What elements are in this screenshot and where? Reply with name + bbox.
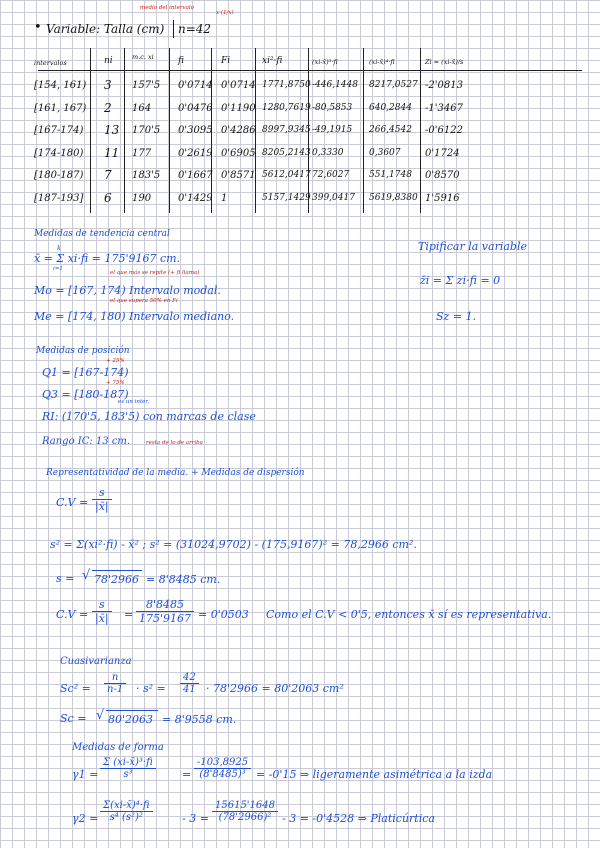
table-header-rule (38, 70, 582, 71)
table-row (28, 191, 582, 211)
header-cubed-dev: (xi-x̄)³·fi (312, 58, 338, 66)
table-cell: 0'4286 (221, 125, 256, 136)
cv-equals: = (124, 608, 134, 621)
table-cell: -2'0813 (425, 80, 463, 91)
g2-label: γ2 = (72, 812, 99, 825)
header-divider (173, 20, 174, 38)
table-cell: 399,0417 (312, 192, 355, 203)
table-cell: -1'3467 (425, 102, 463, 114)
table-cell: [180-187) (34, 170, 84, 181)
q1-red-note: + 25% (106, 358, 125, 364)
table-cell: 3 (104, 78, 112, 92)
table-cell: 13 (104, 123, 120, 137)
cv-def-den: |x̄| (95, 500, 109, 513)
table-cell: 7 (104, 168, 112, 182)
table-cell: 0'8570 (425, 170, 460, 181)
sc2-41: 41 (183, 684, 196, 695)
section-title-forma: Medidas de forma (72, 742, 164, 753)
cv-den-1: |x̄| (95, 612, 109, 625)
table-cell: 72,6027 (312, 170, 350, 180)
header-zi: Zi = (xi-x̄)/s (425, 58, 464, 66)
table-cell: [154, 161) (34, 80, 87, 91)
table-cell: 177 (132, 147, 152, 159)
table-cell: 170'5 (132, 125, 161, 136)
mode-red-note: el que más se repite (+ fi llama) (110, 270, 200, 276)
header-class-mark: m.c. xi (132, 53, 154, 61)
table-row (28, 101, 582, 121)
table-row (28, 123, 582, 143)
table-cell: 190 (132, 192, 152, 204)
table-cell: 640,2844 (369, 102, 412, 113)
table-cell: 0'8571 (221, 170, 256, 181)
median-line: Me = [174, 180) Intervalo mediano. (34, 310, 235, 323)
sc2-fraction-n (104, 672, 126, 695)
cv-den-2: 175'9167 (139, 612, 192, 625)
table-cell: 1'5916 (425, 192, 460, 204)
g1-label: γ1 = (72, 768, 99, 781)
header-Fi: Fi (221, 56, 231, 66)
g2-num-2: 15615'1648 (212, 800, 278, 812)
g1-num-2: -103,8925 (194, 757, 251, 769)
rango-line: Rango IC: 13 cm. (42, 436, 131, 447)
table-cell: 8217,0527 (369, 80, 418, 90)
section-title-posicion: Medidas de posición (36, 346, 130, 356)
sc2-result: · 78'2966 = 80'2063 cm² (206, 682, 344, 695)
std-result: = 8'8485 cm. (146, 573, 221, 586)
header-xi2fi: xi²·fi (262, 56, 283, 66)
table-cell: 0'1429 (178, 192, 213, 204)
table-cell: 0,3330 (312, 147, 344, 158)
std-radicand: 78'2966 (94, 573, 140, 586)
cv-label: C.V = (56, 608, 89, 621)
table-cell: 0,3607 (369, 147, 401, 158)
cv-def-fraction (92, 486, 112, 513)
g2-fraction-2 (212, 800, 278, 823)
table-cell: 157'5 (132, 80, 161, 91)
red-note-inverse: x·(1/x) (216, 10, 234, 16)
g1-result: = -0'15 ⇒ ligeramente asimétrica a la izda (256, 768, 493, 781)
table-cell: 183'5 (132, 170, 161, 181)
std-label: s = (56, 572, 75, 585)
sc2-middle: · s² = (136, 682, 166, 695)
g1-equals: = (182, 768, 192, 781)
section-title-tipificar: Tipificar la variable (418, 240, 527, 253)
section-title-cuasivarianza: Cuasivarianza (60, 656, 132, 667)
table-cell: 0'1667 (178, 170, 213, 181)
g2-num: Σ(xi-x̄)⁴·fi (100, 800, 153, 812)
table-cell: 2 (104, 100, 112, 115)
table-cell: [174-180) (34, 147, 84, 159)
section-title-tendencia: Medidas de tendencia central (34, 229, 170, 239)
sc2-fraction-42 (180, 672, 199, 695)
table-row (28, 168, 582, 188)
cv-fraction-1 (92, 598, 112, 625)
table-cell: -446,1448 (312, 80, 358, 90)
cv-fraction-2 (136, 598, 194, 625)
table-cell: [167-174) (34, 125, 84, 136)
table-row (28, 78, 582, 98)
header-bullet: • (34, 20, 42, 35)
cv-def-label: C.V = (56, 496, 89, 509)
table-cell: 0'1190 (221, 102, 256, 114)
sc2-label: Sc² = (60, 682, 91, 695)
cv-num-2: 8'8485 (136, 598, 194, 612)
sample-size: n=42 (178, 22, 212, 36)
table-cell: [161, 167) (34, 102, 87, 114)
table-cell: 0'6905 (221, 147, 256, 159)
mode-line: Mo = [167, 174) Intervalo modal. (34, 284, 221, 297)
mean-sum-top: k (57, 244, 61, 252)
table-cell: 1 (221, 192, 228, 204)
table-cell: 8205,2143 (262, 147, 311, 158)
sc-result: = 8'9558 cm. (162, 713, 237, 726)
sc-radicand: 80'2063 (108, 713, 154, 726)
header-intervals: intervalos (34, 59, 67, 67)
sc2-n: n (104, 672, 126, 684)
g1-den-2: (8'8485)³ (199, 769, 246, 780)
sc-label: Sc = (60, 712, 87, 725)
mean-formula: x̄ = Σ xi·fi = 175'9167 cm. (34, 252, 181, 265)
q1-line: Q1 = [167-174) (42, 366, 129, 379)
table-cell: 551,1748 (369, 170, 412, 180)
table-cell: 164 (132, 102, 152, 114)
table-cell: 5157,1429 (262, 192, 311, 203)
table-cell: 5619,8380 (369, 192, 418, 203)
g1-fraction-2 (194, 757, 251, 780)
sc2-42: 42 (180, 672, 199, 684)
red-note-midpoint: medio del intervalo (140, 5, 194, 11)
cv-result: = 0'0503 (198, 608, 249, 621)
q3-line: Q3 = [180-187) (42, 388, 129, 401)
g2-den-2: (78'2966)² (218, 812, 272, 823)
variance-line: s² = Σ(xi²·fi) - x̄² ; s² = (31024,9702) - (175,9167)² = 78,2966 cm². (50, 538, 417, 551)
median-red-note: el que supera 50% en Fi (110, 298, 178, 304)
table-cell: 6 (104, 190, 112, 205)
header-fourth-dev: (xi-x̄)⁴·fi (369, 58, 395, 66)
variable-label: Variable: Talla (cm) (46, 22, 165, 36)
header-fi: fi (178, 56, 185, 66)
std-sqrt-bar (92, 570, 142, 571)
table-cell: [187-193] (34, 192, 84, 204)
sc-sqrt-bar (106, 710, 158, 711)
table-cell: 11 (104, 145, 120, 160)
cv-def-num: s (92, 486, 112, 500)
table-cell: -49,1915 (312, 125, 353, 135)
g1-fraction-1 (100, 757, 156, 780)
ri-blue-note: es un inter. (118, 399, 150, 405)
table-cell: 1771,8750 (262, 80, 311, 90)
table-cell: -80,5853 (312, 102, 353, 113)
table-cell: 266,4542 (369, 125, 412, 135)
table-cell: 0'2619 (178, 147, 213, 159)
z-std-line: Sz = 1. (436, 310, 477, 323)
g2-minus-3: - 3 = (182, 812, 209, 825)
g2-result: - 3 = -0'4528 ⇒ Platicúrtica (282, 812, 435, 825)
std-sqrt-sign: √ (82, 568, 91, 583)
table-cell: 5612,0417 (262, 170, 311, 180)
header-ni: ni (104, 56, 113, 66)
table-cell: 1280,7619 (262, 102, 311, 113)
q3-red-note: + 75% (106, 380, 125, 386)
sc2-n1: n-1 (107, 684, 124, 695)
table-cell: -0'6122 (425, 125, 463, 136)
section-title-dispersion: Representatividad de la media. + Medidas de dispersión (46, 468, 305, 478)
cv-num-1: s (92, 598, 112, 612)
g2-den: s⁴ (s²)² (109, 812, 143, 823)
table-cell: 0'3095 (178, 125, 213, 136)
g1-den: s³ (123, 769, 133, 780)
table-cell: 0'0476 (178, 102, 213, 114)
table-row (28, 146, 582, 166)
table-cell: 0'1724 (425, 147, 460, 159)
table-cell: 0'0714 (221, 80, 256, 91)
ri-line: RI: (170'5, 183'5) con marcas de clase (42, 410, 256, 423)
g1-num: Σ (xi-x̄)³·fi (100, 757, 156, 769)
g2-fraction-1 (100, 800, 153, 823)
mean-sum-bottom: i=1 (53, 266, 63, 272)
cv-conclusion: Como el C.V < 0'5, entonces x̄ sí es representativa. (266, 608, 552, 621)
table-cell: 0'0714 (178, 80, 213, 91)
rango-red-note: resta de lo de arriba (146, 440, 203, 446)
sc-sqrt-sign: √ (96, 708, 105, 723)
z-mean-line: z̄i = Σ zi·fi = 0 (420, 274, 501, 287)
table-cell: 8997,9345 (262, 125, 311, 135)
